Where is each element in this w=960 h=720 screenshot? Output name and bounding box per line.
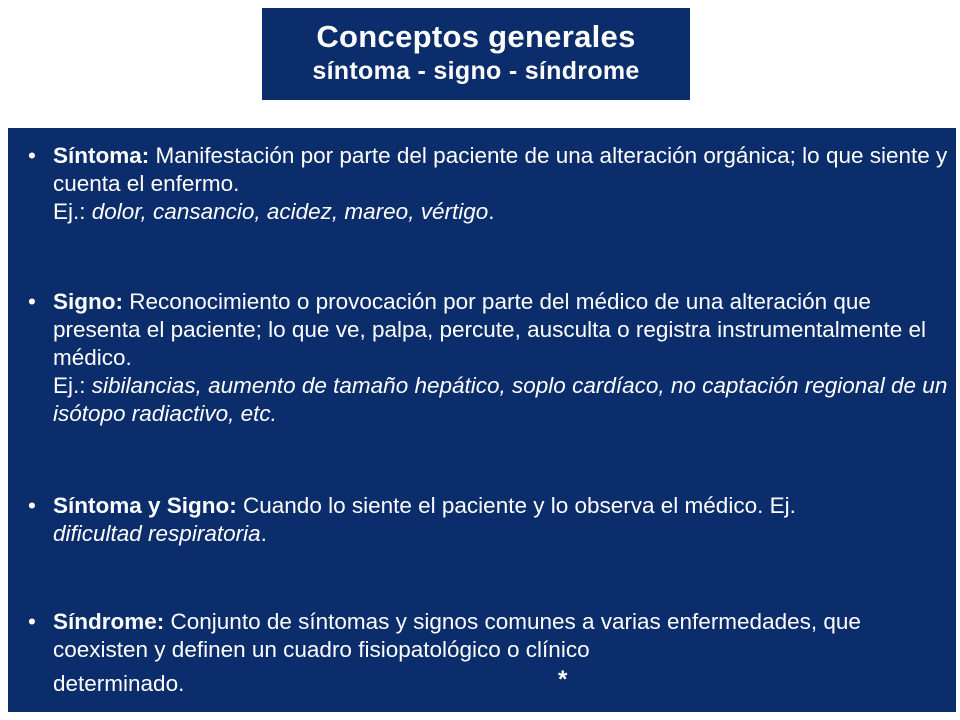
slide-title: Conceptos generales [316, 19, 636, 54]
definition-text [53, 492, 948, 548]
example-suffix: . [260, 521, 267, 546]
definition-body: Manifestación por parte del paciente de una alteración orgánica; lo que siente y cuenta el enfermo. [53, 143, 948, 196]
definition-body: Conjunto de síntomas y signos comunes a varias enfermedades, que coexisten y definen un cuadro fisiopatológico o clínico [53, 609, 861, 662]
bullet-icon: • [28, 609, 36, 634]
example-text: dolor, cansancio, acidez, mareo, vértigo [91, 199, 489, 224]
example-prefix: Ej.: [53, 199, 92, 224]
footnote-mark: * [558, 666, 568, 693]
definition-body: Cuando lo siente el paciente y lo observa el médico. Ej. [236, 493, 796, 518]
example-text: dificultad respiratoria [53, 521, 261, 546]
example-suffix: . [488, 199, 495, 224]
definition-text [53, 142, 948, 226]
term-label: Síndrome: [53, 609, 165, 634]
bullet-icon: • [28, 143, 36, 168]
definition-text [53, 288, 948, 428]
definition-text [53, 608, 948, 698]
bullet-icon: • [28, 289, 36, 314]
term-label: Síntoma y Signo: [53, 493, 237, 518]
example-prefix: Ej.: [53, 373, 92, 398]
title-banner [262, 8, 690, 100]
term-label: Síntoma: [53, 143, 150, 168]
definition-end: determinado. [53, 671, 185, 696]
content-panel [8, 128, 956, 712]
term-label: Signo: [53, 289, 123, 314]
example-text: sibilancias, aumento de tamaño hepático, soplo cardíaco, no captación regional de un isótopo radiactivo, etc. [53, 373, 948, 426]
slide-subtitle: síntoma - signo - síndrome [312, 57, 640, 85]
bullet-icon: • [28, 493, 36, 518]
definition-body: Reconocimiento o provocación por parte del médico de una alteración que presenta el paciente; lo que ve, palpa, percute, ausculta o registra instrumentalmente el médico. [53, 289, 927, 370]
